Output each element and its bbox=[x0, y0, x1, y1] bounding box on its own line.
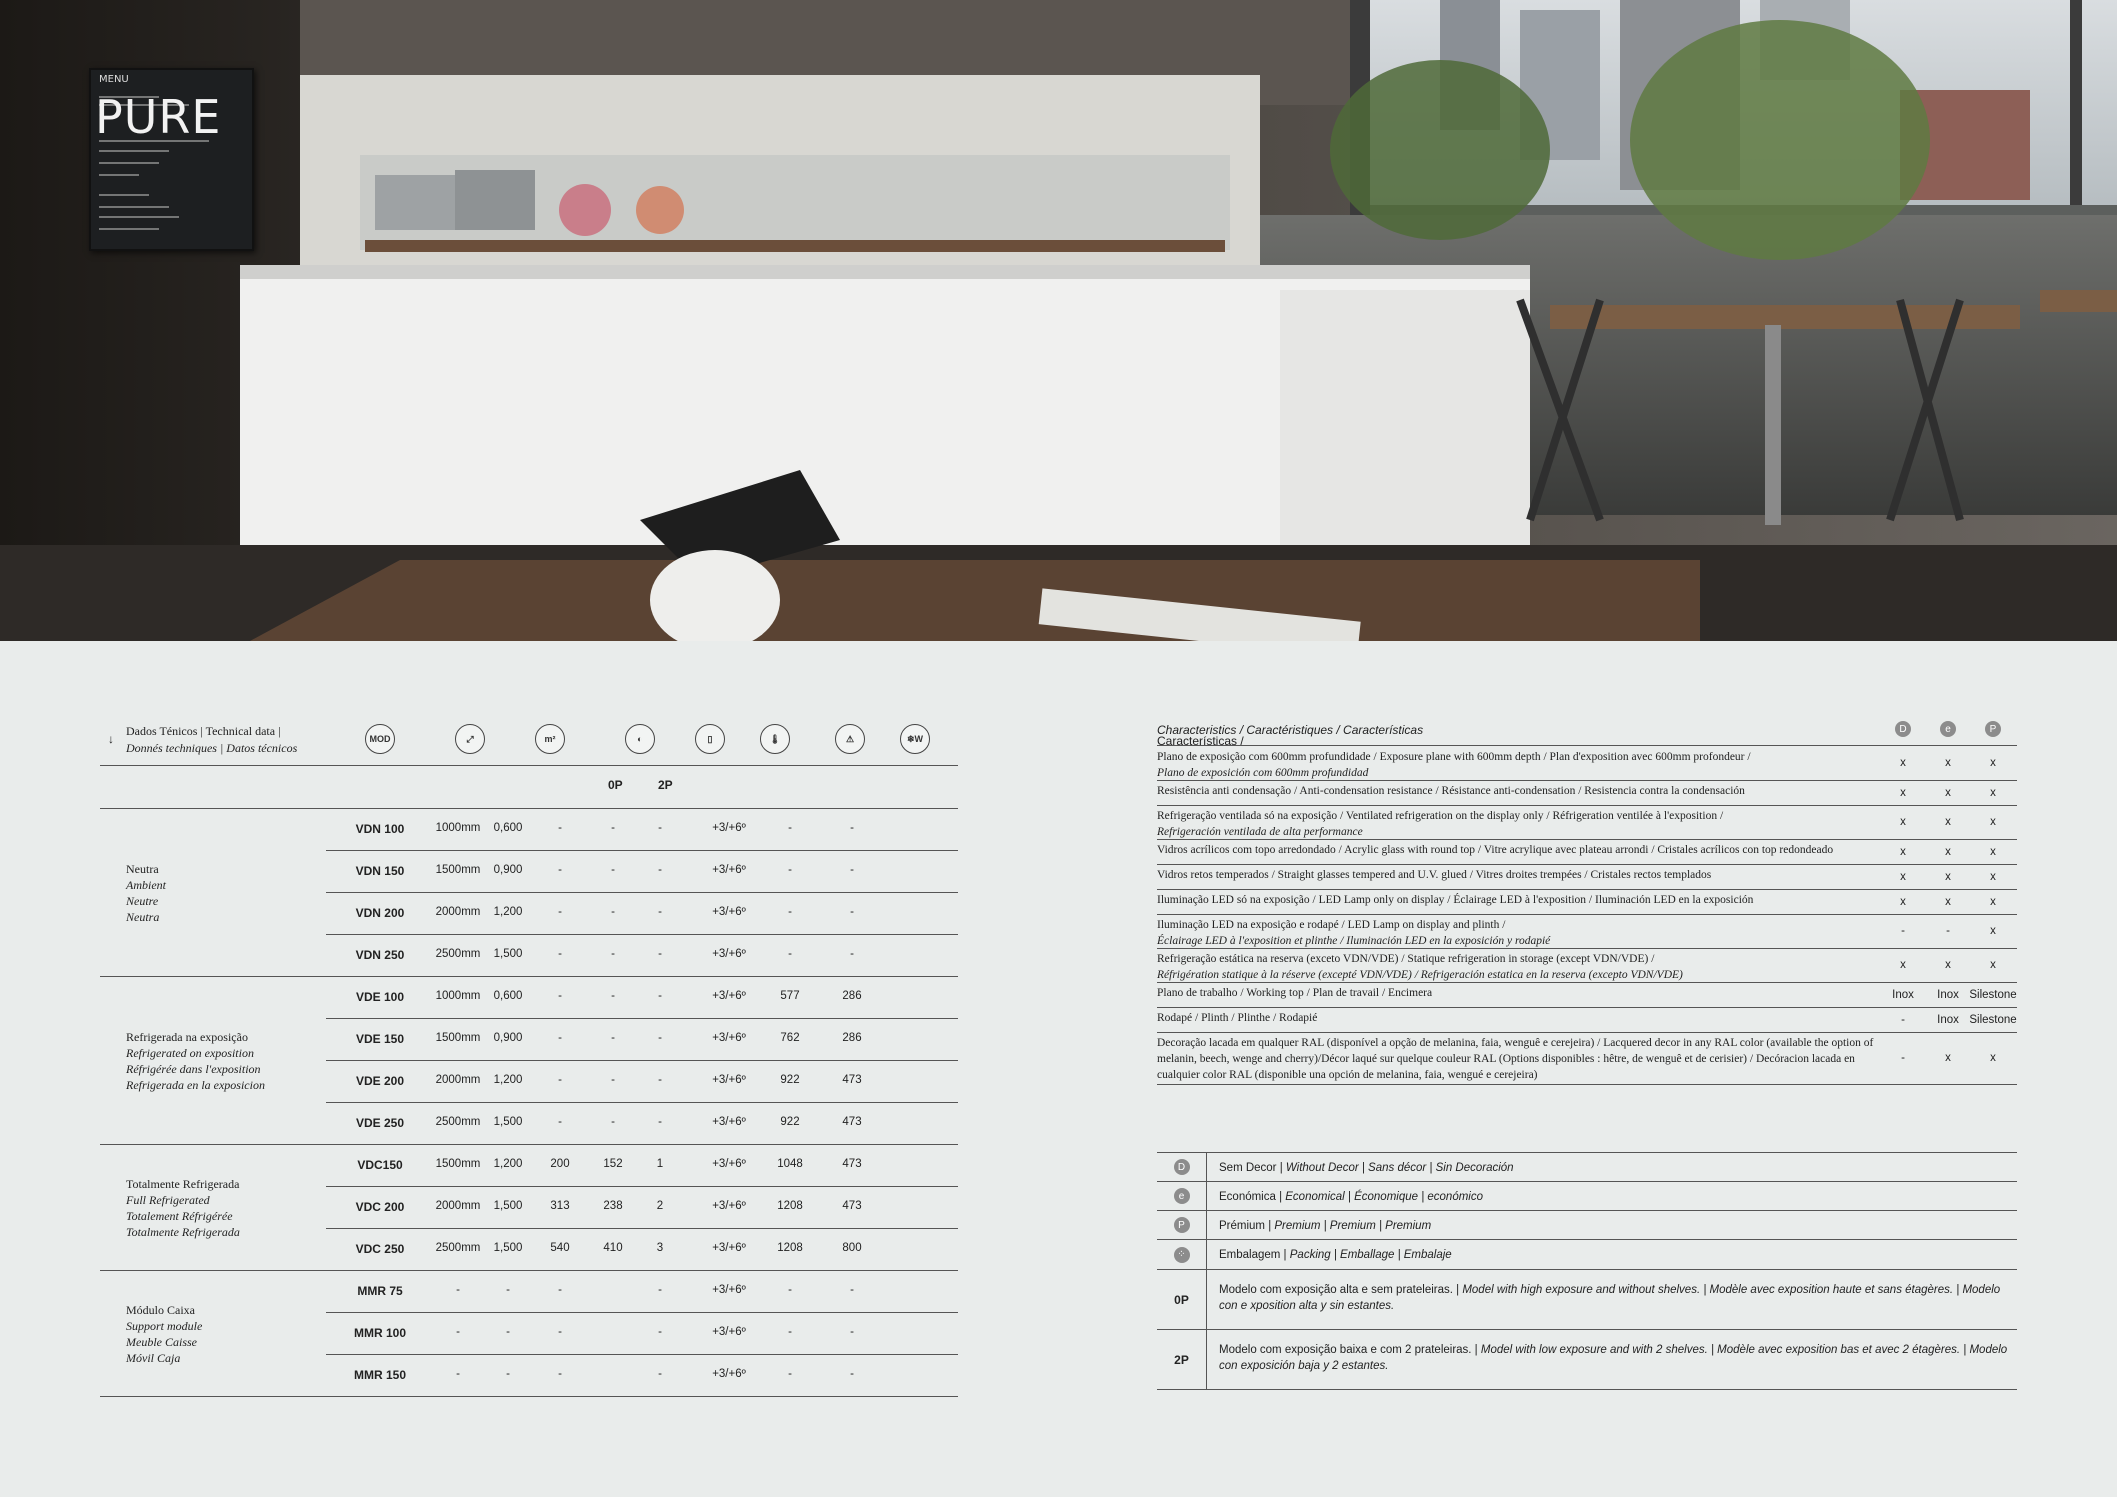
value-cell: +3/+6º bbox=[712, 1242, 746, 1254]
value-cell: +3/+6º bbox=[712, 1032, 746, 1044]
characteristic-row bbox=[1157, 1033, 2017, 1085]
characteristic-text bbox=[1157, 808, 1877, 840]
value-cell: - bbox=[558, 1284, 562, 1296]
characteristic-value: Inox bbox=[1892, 988, 1914, 1001]
value-cell: - bbox=[611, 1074, 615, 1086]
value-cell: 2500mm bbox=[435, 1242, 481, 1254]
characteristic-row bbox=[1157, 840, 2017, 865]
group-label bbox=[126, 1176, 240, 1240]
value-cell: - bbox=[611, 1116, 615, 1128]
value-cell: +3/+6º bbox=[712, 1158, 746, 1170]
model-cell: VDN 150 bbox=[355, 864, 405, 878]
decor-badge-icon: D bbox=[1895, 721, 1911, 737]
characteristic-text bbox=[1157, 892, 1877, 908]
value-cell: +3/+6º bbox=[712, 1200, 746, 1212]
value-cell: - bbox=[506, 1368, 510, 1380]
door-icon: ▯ bbox=[695, 724, 725, 754]
model-icon: MOD bbox=[365, 724, 395, 754]
characteristic-text bbox=[1157, 783, 1877, 799]
sublabel-0p: 0P bbox=[608, 778, 623, 792]
legend-row bbox=[1157, 1330, 2017, 1390]
value-cell: 2000mm bbox=[435, 1074, 481, 1086]
group-label-line: Réfrigérée dans l'exposition bbox=[126, 1062, 261, 1076]
group-label-line: Ambient bbox=[126, 878, 166, 892]
value-cell: - bbox=[558, 1116, 562, 1128]
group-label-line: Totalmente Refrigerada bbox=[126, 1225, 240, 1239]
group-divider bbox=[100, 1270, 958, 1271]
characteristic-value: x bbox=[1990, 959, 1996, 971]
value-cell: - bbox=[788, 906, 792, 918]
value-cell: 1,500 bbox=[493, 948, 523, 960]
technical-data-subtitle: Donnés techniques | Datos técnicos bbox=[126, 741, 298, 755]
characteristic-value: - bbox=[1901, 925, 1905, 937]
characteristic-value: x bbox=[1945, 895, 1951, 908]
characteristic-value: Inox bbox=[1937, 988, 1959, 1001]
value-cell: - bbox=[850, 822, 854, 834]
group-label-line: Meuble Caisse bbox=[126, 1335, 197, 1349]
value-cell: 1,200 bbox=[493, 906, 523, 918]
characteristic-value: x bbox=[1900, 959, 1906, 971]
value-cell: 2 bbox=[656, 1200, 664, 1212]
menu-board-title: MENU bbox=[99, 74, 129, 85]
value-cell: - bbox=[788, 822, 792, 834]
value-cell: 473 bbox=[842, 1158, 862, 1170]
value-cell: - bbox=[658, 1284, 662, 1296]
table-row bbox=[100, 1271, 958, 1313]
legend-text bbox=[1219, 1282, 2009, 1314]
value-cell: +3/+6º bbox=[712, 1326, 746, 1338]
value-cell: 0,600 bbox=[493, 822, 523, 834]
group-label bbox=[126, 1302, 202, 1366]
legend-row bbox=[1157, 1211, 2017, 1240]
characteristic-value: x bbox=[1900, 895, 1906, 908]
value-cell: - bbox=[456, 1368, 460, 1380]
value-cell: - bbox=[788, 1368, 792, 1380]
value-cell: 0,900 bbox=[493, 864, 523, 876]
characteristic-italic: Plano de exposición com 600mm profundidad bbox=[1157, 767, 1369, 779]
value-cell: 1,200 bbox=[493, 1158, 523, 1170]
value-cell: - bbox=[658, 1368, 662, 1380]
characteristic-value: x bbox=[1945, 1052, 1951, 1064]
characteristic-value: x bbox=[1900, 786, 1906, 799]
characteristics-header bbox=[1157, 712, 2017, 746]
value-cell: - bbox=[788, 864, 792, 876]
value-cell: - bbox=[658, 1074, 662, 1086]
value-cell: 1500mm bbox=[435, 1032, 481, 1044]
group-label-line: Totalement Réfrigérée bbox=[126, 1209, 233, 1223]
value-cell: - bbox=[658, 1326, 662, 1338]
characteristic-value: x bbox=[1990, 925, 1996, 937]
characteristic-main: Vidros acrílicos com topo arredondado / Acrylic glass with round top / Vitre acrylique avec plateau arrondi / Cristales acrílicos con top redondeado bbox=[1157, 844, 1834, 856]
value-cell: - bbox=[850, 1326, 854, 1338]
characteristic-text bbox=[1157, 1010, 1877, 1026]
area-icon: m² bbox=[535, 724, 565, 754]
value-cell: +3/+6º bbox=[712, 1368, 746, 1380]
value-cell: - bbox=[558, 1074, 562, 1086]
model-cell: VDN 250 bbox=[355, 948, 405, 962]
legend-italic: Economical | Économique | económico bbox=[1285, 1191, 1484, 1203]
value-cell: 2000mm bbox=[435, 906, 481, 918]
characteristic-value: x bbox=[1945, 845, 1951, 858]
characteristic-text bbox=[1157, 985, 1877, 1001]
characteristic-row bbox=[1157, 890, 2017, 915]
characteristic-main: Iluminação LED só na exposição / LED Lamp only on display / Éclairage LED à l'exposition / Iluminación LED en la exposición bbox=[1157, 894, 1754, 906]
value-cell: 1208 bbox=[777, 1242, 803, 1254]
value-cell: - bbox=[558, 822, 562, 834]
legend-main: Prémium | bbox=[1219, 1220, 1275, 1232]
dimension-arrow-icon: ⤢ bbox=[455, 724, 485, 754]
characteristic-value: Silestone bbox=[1969, 988, 2017, 1001]
value-cell: - bbox=[658, 1032, 662, 1044]
value-cell: - bbox=[788, 1284, 792, 1296]
legend-main: Embalagem | bbox=[1219, 1249, 1290, 1261]
legend-badge-icon: D bbox=[1174, 1159, 1190, 1175]
characteristic-italic: Refrigeración ventilada de alta performance bbox=[1157, 826, 1363, 838]
value-cell: - bbox=[658, 906, 662, 918]
value-cell: 1000mm bbox=[435, 822, 481, 834]
value-cell: - bbox=[611, 948, 615, 960]
characteristic-value: Inox bbox=[1937, 1013, 1959, 1026]
group-label bbox=[126, 1029, 265, 1093]
technical-data-title: Dados Ténicos | Technical data | bbox=[126, 724, 281, 738]
group-label-line: Móvil Caja bbox=[126, 1351, 181, 1365]
characteristic-value: x bbox=[1990, 845, 1996, 858]
legend-code: 0P bbox=[1174, 1292, 1189, 1307]
value-cell: 2500mm bbox=[435, 948, 481, 960]
characteristic-value: x bbox=[1990, 757, 1996, 769]
value-cell: - bbox=[658, 822, 662, 834]
legend-badge-icon: e bbox=[1174, 1188, 1190, 1204]
value-cell: 0,600 bbox=[493, 990, 523, 1002]
model-cell: VDN 100 bbox=[355, 822, 405, 836]
characteristic-main: Rodapé / Plinth / Plinthe / Rodapié bbox=[1157, 1012, 1318, 1024]
characteristic-value: x bbox=[1990, 816, 1996, 828]
value-cell: 313 bbox=[550, 1200, 570, 1212]
legend-text bbox=[1219, 1189, 2009, 1205]
value-cell: - bbox=[456, 1326, 460, 1338]
legend-row bbox=[1157, 1153, 2017, 1182]
characteristic-value: x bbox=[1900, 757, 1906, 769]
legend-main: Económica | bbox=[1219, 1191, 1286, 1203]
table-row bbox=[100, 1103, 958, 1145]
characteristic-row bbox=[1157, 806, 2017, 840]
characteristic-main: Vidros retos temperados / Straight glasses tempered and U.V. glued / Vitres droites trempées / Cristales rectos templados bbox=[1157, 869, 1712, 881]
value-cell: - bbox=[558, 1032, 562, 1044]
value-cell: 473 bbox=[842, 1200, 862, 1212]
characteristic-value: - bbox=[1946, 925, 1950, 937]
characteristic-row bbox=[1157, 915, 2017, 949]
characteristic-value: - bbox=[1901, 1013, 1905, 1026]
characteristic-text bbox=[1157, 842, 1877, 858]
group-label-line: Neutra bbox=[126, 862, 159, 876]
value-cell: - bbox=[788, 1326, 792, 1338]
table-row bbox=[100, 1313, 958, 1355]
value-cell: 2500mm bbox=[435, 1116, 481, 1128]
model-cell: MMR 150 bbox=[353, 1368, 406, 1382]
value-cell: 540 bbox=[550, 1242, 570, 1254]
value-cell: - bbox=[611, 822, 615, 834]
legend-icon-cell bbox=[1157, 1211, 1207, 1239]
premium-badge-icon: P bbox=[1985, 721, 2001, 737]
value-cell: 0,900 bbox=[493, 1032, 523, 1044]
value-cell: - bbox=[456, 1284, 460, 1296]
value-cell: 1,500 bbox=[493, 1242, 523, 1254]
value-cell: +3/+6º bbox=[712, 1074, 746, 1086]
characteristic-value: Silestone bbox=[1969, 1013, 2017, 1026]
value-cell: - bbox=[611, 1032, 615, 1044]
legend-icon-cell bbox=[1157, 1182, 1207, 1210]
value-cell: - bbox=[506, 1326, 510, 1338]
group-label-line: Neutra bbox=[126, 910, 160, 924]
legend-row bbox=[1157, 1270, 2017, 1330]
characteristic-row bbox=[1157, 865, 2017, 890]
characteristic-main: Plano de exposição com 600mm profundidade / Exposure plane with 600mm depth / Plan d'exposition avec 600mm profondeur / bbox=[1157, 751, 1751, 763]
value-cell: 1000mm bbox=[435, 990, 481, 1002]
value-cell: - bbox=[788, 948, 792, 960]
model-cell: VDE 200 bbox=[355, 1074, 405, 1088]
legend-italic: Model with low exposure and with 2 shelves. | Modèle avec exposition bas et avec 2 étagères. | Modelo con exposición baja y 2 estantes. bbox=[1219, 1344, 2008, 1372]
model-cell: VDE 100 bbox=[355, 990, 405, 1004]
characteristic-value: x bbox=[1945, 959, 1951, 971]
value-cell: 1500mm bbox=[435, 864, 481, 876]
group-label-line: Neutre bbox=[126, 894, 159, 908]
characteristic-value: - bbox=[1901, 1052, 1905, 1064]
group-divider bbox=[100, 1144, 958, 1145]
characteristic-main: Plano de trabalho / Working top / Plan de travail / Encimera bbox=[1157, 987, 1433, 999]
warning-icon: ⚠ bbox=[835, 724, 865, 754]
group-label-line: Módulo Caixa bbox=[126, 1303, 195, 1317]
value-cell: - bbox=[658, 990, 662, 1002]
characteristic-value: x bbox=[1900, 845, 1906, 858]
value-cell: 1208 bbox=[777, 1200, 803, 1212]
value-cell: +3/+6º bbox=[712, 864, 746, 876]
legend-main: Modelo com exposição alta e sem prateleiras. | bbox=[1219, 1284, 1463, 1296]
legend-badge-icon: P bbox=[1174, 1217, 1190, 1233]
value-cell: +3/+6º bbox=[712, 822, 746, 834]
characteristic-italic: Réfrigération statique à la réserve (excepté VDN/VDE) / Refrigeración estatica en la reserva (excepto VDN/VDE) bbox=[1157, 969, 1683, 981]
value-cell: - bbox=[611, 864, 615, 876]
model-cell: VDC 200 bbox=[355, 1200, 405, 1214]
value-cell: - bbox=[558, 864, 562, 876]
legend-code: 2P bbox=[1174, 1352, 1189, 1367]
legend-italic: Without Decor | Sans décor | Sin Decoración bbox=[1285, 1162, 1514, 1174]
characteristic-text bbox=[1157, 1035, 1877, 1083]
value-cell: - bbox=[850, 906, 854, 918]
value-cell: +3/+6º bbox=[712, 948, 746, 960]
characteristic-value: x bbox=[1990, 870, 1996, 883]
thermometer-icon: 🌡 bbox=[760, 724, 790, 754]
characteristic-value: x bbox=[1990, 786, 1996, 799]
characteristics-title: Características / Characteristics / Caractéristiques / Características bbox=[1157, 723, 1424, 748]
value-cell: 577 bbox=[780, 990, 800, 1002]
legend-italic: Premium | Premium | Premium bbox=[1274, 1220, 1432, 1232]
value-cell: 286 bbox=[842, 1032, 862, 1044]
hero-photo bbox=[0, 0, 2117, 641]
legend-text bbox=[1219, 1342, 2009, 1374]
table-row bbox=[100, 1355, 958, 1397]
legend-row bbox=[1157, 1240, 2017, 1270]
characteristic-row bbox=[1157, 949, 2017, 983]
legend-badge-icon: ⁘ bbox=[1174, 1247, 1190, 1263]
value-cell: 152 bbox=[603, 1158, 623, 1170]
characteristic-italic: Éclairage LED à l'exposition et plinthe / Iluminación LED en la exposición y rodapié bbox=[1157, 935, 1551, 947]
value-cell: - bbox=[558, 990, 562, 1002]
group-label-line: Refrigerada en la exposicion bbox=[126, 1078, 265, 1092]
value-cell: - bbox=[850, 948, 854, 960]
value-cell: 1,500 bbox=[493, 1116, 523, 1128]
value-cell: 922 bbox=[780, 1074, 800, 1086]
characteristic-value: x bbox=[1990, 895, 1996, 908]
table-row bbox=[100, 851, 958, 893]
characteristic-text bbox=[1157, 867, 1877, 883]
value-cell: 410 bbox=[603, 1242, 623, 1254]
value-cell: - bbox=[611, 906, 615, 918]
characteristic-value: x bbox=[1990, 1052, 1996, 1064]
group-divider bbox=[100, 976, 958, 977]
group-label-line: Support module bbox=[126, 1319, 203, 1333]
value-cell: - bbox=[850, 1368, 854, 1380]
model-cell: VDE 150 bbox=[355, 1032, 405, 1046]
characteristic-main: Refrigeração estática na reserva (exceto VDN/VDE) / Statique refrigeration in storage (except VDN/VDE) / bbox=[1157, 953, 1655, 965]
characteristic-row bbox=[1157, 983, 2017, 1008]
group-label-line: Full Refrigerated bbox=[126, 1193, 210, 1207]
down-arrow-icon: ↓ bbox=[108, 732, 114, 746]
value-cell: 3 bbox=[656, 1242, 664, 1254]
characteristic-main: Resistência anti condensação / Anti-condensation resistance / Résistance anti-condensation / Resistencia contra la condensación bbox=[1157, 785, 1745, 797]
value-cell: - bbox=[558, 1326, 562, 1338]
humidity-icon: ◐ bbox=[625, 724, 655, 754]
characteristic-value: x bbox=[1900, 870, 1906, 883]
value-cell: - bbox=[558, 948, 562, 960]
group-divider bbox=[100, 1396, 958, 1397]
legend-icon-cell bbox=[1157, 1330, 1207, 1389]
technical-data-header bbox=[100, 710, 958, 766]
value-cell: 238 bbox=[603, 1200, 623, 1212]
legend-italic: Packing | Emballage | Embalaje bbox=[1289, 1249, 1452, 1261]
characteristic-main: Refrigeração ventilada só na exposição / Ventilated refrigeration on the display only / Réfrigeration ventilée à l'exposition / bbox=[1157, 810, 1724, 822]
cafe-scene-illustration bbox=[0, 0, 2117, 641]
value-cell: +3/+6º bbox=[712, 906, 746, 918]
model-cell: MMR 100 bbox=[353, 1326, 406, 1340]
value-cell: +3/+6º bbox=[712, 1116, 746, 1128]
legend-text bbox=[1219, 1247, 2009, 1263]
value-cell: 922 bbox=[780, 1116, 800, 1128]
characteristic-value: x bbox=[1945, 786, 1951, 799]
value-cell: - bbox=[850, 1284, 854, 1296]
model-cell: VDC150 bbox=[357, 1158, 403, 1172]
value-cell: 200 bbox=[550, 1158, 570, 1170]
legend-icon-cell bbox=[1157, 1270, 1207, 1329]
value-cell: 1 bbox=[656, 1158, 664, 1170]
value-cell: - bbox=[558, 906, 562, 918]
characteristic-main: Decoração lacada em qualquer RAL (disponível a opção de melanina, faia, wenguê e cerejeira) / Lacquered decor in any RAL color (available the option of melanin, beech, wenge and cherry)/Décor laqué sur quelque couleur RAL (Options disponibles : hêtre, de wenguê et de cerisier) / Decóracion lacada en cualquier color RAL (disponible una opción de melanina, faia, wengué e cerejeira) bbox=[1157, 1037, 1874, 1081]
table-row bbox=[100, 809, 958, 851]
group-label-line: Totalmente Refrigerada bbox=[126, 1177, 240, 1191]
value-cell: +3/+6º bbox=[712, 990, 746, 1002]
model-cell: VDC 250 bbox=[355, 1242, 405, 1256]
characteristic-value: x bbox=[1945, 870, 1951, 883]
model-cell: VDN 200 bbox=[355, 906, 405, 920]
value-cell: 1500mm bbox=[435, 1158, 481, 1170]
characteristic-text bbox=[1157, 951, 1877, 983]
characteristic-value: x bbox=[1900, 816, 1906, 828]
group-label-line: Refrigerada na exposição bbox=[126, 1030, 248, 1044]
value-cell: - bbox=[658, 1116, 662, 1128]
legend-main: Modelo com exposição baixa e com 2 prateleiras. | bbox=[1219, 1344, 1481, 1356]
legend-icon-cell bbox=[1157, 1240, 1207, 1269]
value-cell: - bbox=[850, 864, 854, 876]
legend-table bbox=[1157, 1152, 2017, 1372]
characteristic-row bbox=[1157, 1008, 2017, 1033]
characteristic-value: x bbox=[1945, 757, 1951, 769]
value-cell: 473 bbox=[842, 1074, 862, 1086]
group-label bbox=[126, 861, 166, 925]
value-cell: - bbox=[558, 1368, 562, 1380]
characteristic-value: x bbox=[1945, 816, 1951, 828]
value-cell: +3/+6º bbox=[712, 1284, 746, 1296]
sublabel-2p: 2P bbox=[658, 778, 673, 792]
characteristic-row bbox=[1157, 747, 2017, 781]
value-cell: - bbox=[506, 1284, 510, 1296]
value-cell: - bbox=[658, 948, 662, 960]
brand-title: PURE bbox=[95, 90, 222, 144]
legend-text bbox=[1219, 1218, 2009, 1234]
value-cell: - bbox=[658, 864, 662, 876]
value-cell: 762 bbox=[780, 1032, 800, 1044]
value-cell: 800 bbox=[842, 1242, 862, 1254]
legend-text bbox=[1219, 1160, 2009, 1176]
table-row bbox=[100, 893, 958, 935]
characteristic-row bbox=[1157, 781, 2017, 806]
value-cell: 1,200 bbox=[493, 1074, 523, 1086]
value-cell: 286 bbox=[842, 990, 862, 1002]
characteristic-text bbox=[1157, 917, 1877, 949]
value-cell: 2000mm bbox=[435, 1200, 481, 1212]
table-row bbox=[100, 935, 958, 977]
value-cell: 1,500 bbox=[493, 1200, 523, 1212]
characteristic-main: Iluminação LED na exposição e rodapé / LED Lamp on display and plinth / bbox=[1157, 919, 1506, 931]
value-cell: - bbox=[611, 990, 615, 1002]
economical-badge-icon: e bbox=[1940, 721, 1956, 737]
legend-main: Sem Decor | bbox=[1219, 1162, 1286, 1174]
value-cell: 473 bbox=[842, 1116, 862, 1128]
power-watt-icon: ❄W bbox=[900, 724, 930, 754]
legend-icon-cell bbox=[1157, 1153, 1207, 1181]
value-cell: 1048 bbox=[777, 1158, 803, 1170]
model-cell: VDE 250 bbox=[355, 1116, 405, 1130]
group-label-line: Refrigerated on exposition bbox=[126, 1046, 254, 1060]
legend-row bbox=[1157, 1182, 2017, 1211]
legend-italic: Model with high exposure and without shelves. | Modèle avec exposition haute et sans étagères. | Modelo con e xposition alta y sin estantes. bbox=[1219, 1284, 2001, 1312]
table-row bbox=[100, 977, 958, 1019]
characteristic-text bbox=[1157, 749, 1877, 781]
model-cell: MMR 75 bbox=[357, 1284, 403, 1298]
